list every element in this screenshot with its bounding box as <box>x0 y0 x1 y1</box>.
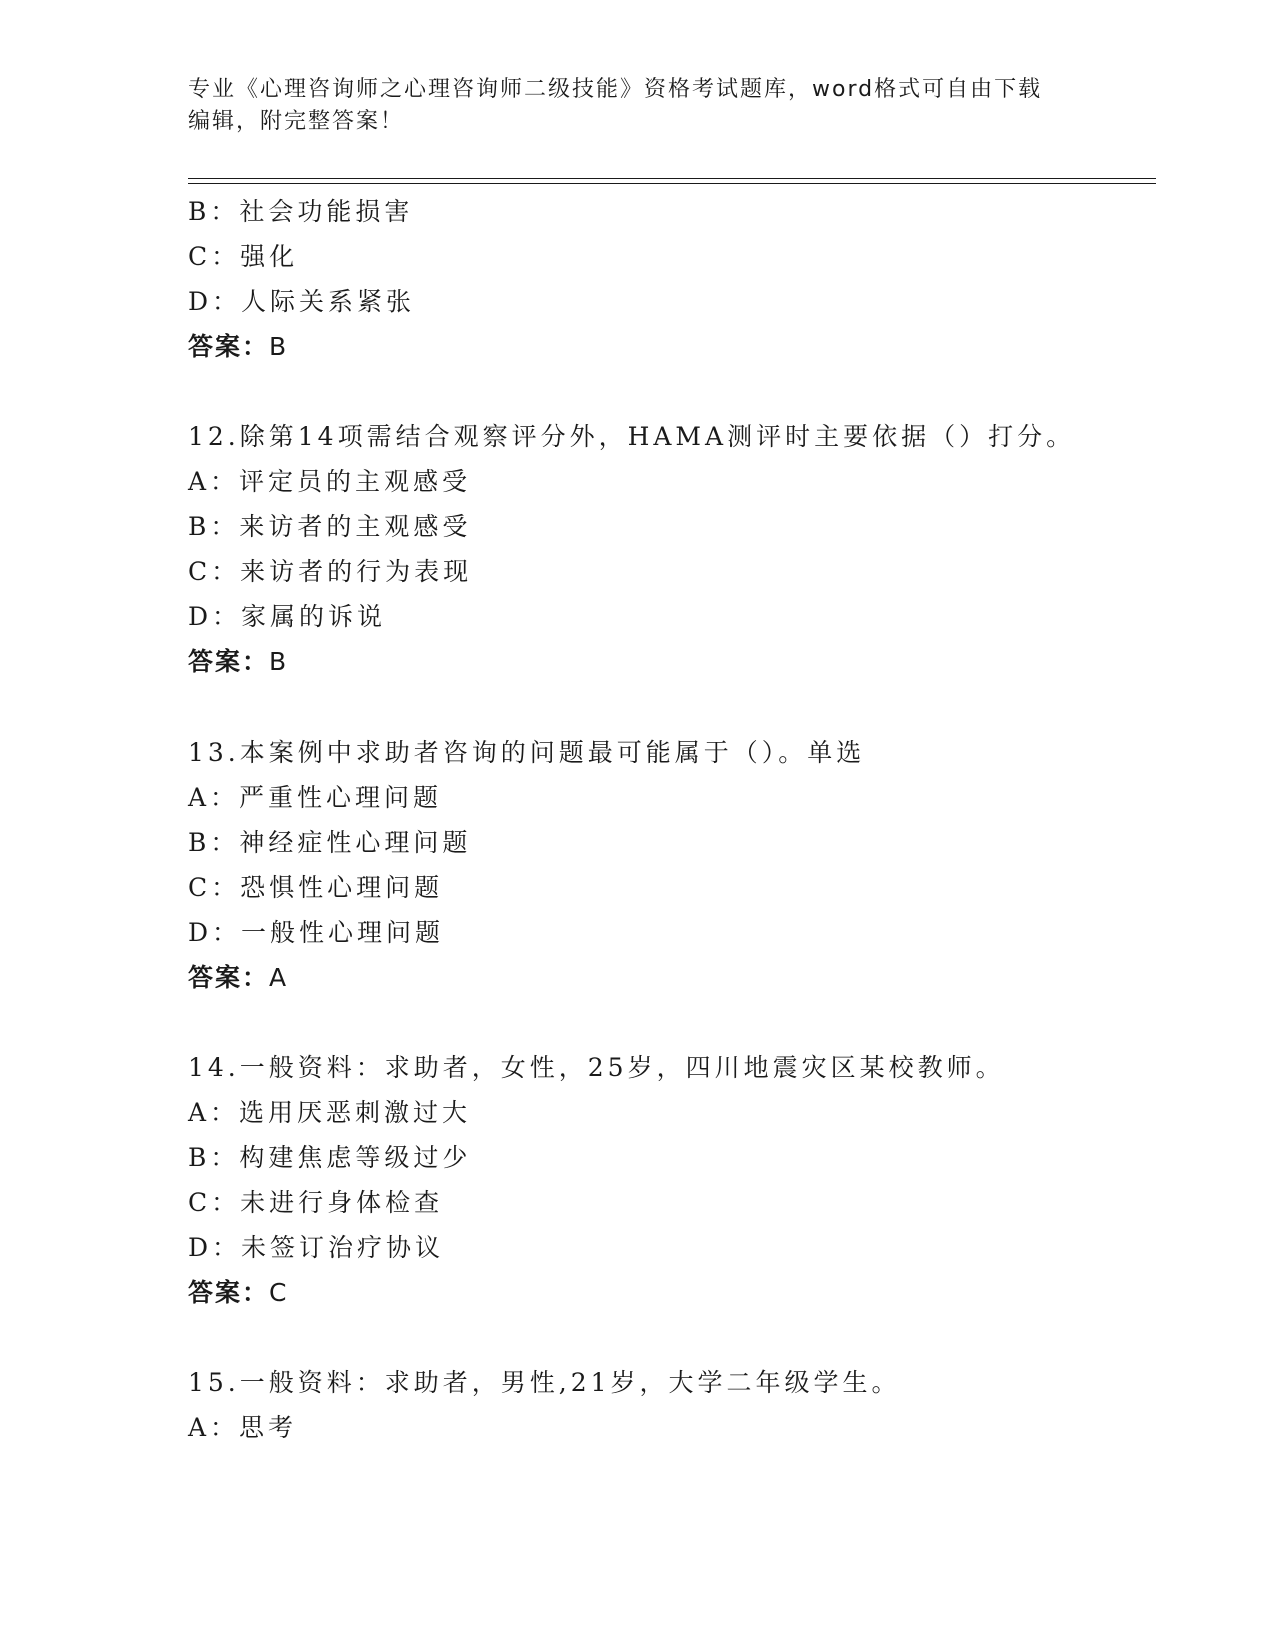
q14-answer-label: 答案： <box>188 1278 270 1307</box>
q14-question: 14.一般资料：求助者，女性，25岁，四川地震灾区某校教师。 <box>188 1053 1005 1082</box>
q13-question: 13.本案例中求助者咨询的问题最可能属于（）。单选 <box>188 738 866 767</box>
q11-option-d: D：人际关系紧张 <box>188 287 416 316</box>
q11-answer <box>188 331 288 363</box>
q12-option-d: D：家属的诉说 <box>188 602 387 631</box>
q12-option-c: C：来访者的行为表现 <box>188 557 473 586</box>
q13-option-c: C：恐惧性心理问题 <box>188 873 444 902</box>
q12-option-b: B：来访者的主观感受 <box>188 512 472 541</box>
q14-option-b: B：构建焦虑等级过少 <box>188 1143 472 1172</box>
q13-answer-label: 答案： <box>188 963 270 992</box>
header-line-1: 专业《心理咨询师之心理咨询师二级技能》资格考试题库，word格式可自由下载 <box>188 77 1043 102</box>
header-divider-top <box>188 178 1156 179</box>
document-header <box>188 74 1068 138</box>
q13-option-d: D：一般性心理问题 <box>188 918 445 947</box>
q11-answer-value: B <box>269 332 289 361</box>
q12-option-a: A：评定员的主观感受 <box>188 467 472 496</box>
q13-option-b: B：神经症性心理问题 <box>188 828 472 857</box>
q14-option-c: C：未进行身体检查 <box>188 1188 444 1217</box>
q11-answer-label: 答案： <box>188 332 270 361</box>
q15-question: 15.一般资料：求助者，男性,21岁，大学二年级学生。 <box>188 1368 901 1397</box>
q12-answer <box>188 646 288 678</box>
q12-answer-label: 答案： <box>188 647 270 676</box>
q14-answer <box>188 1277 288 1309</box>
header-divider-bottom <box>188 183 1156 184</box>
q12-question: 12.除第14项需结合观察评分外，HAMA测评时主要依据（）打分。 <box>188 422 1076 451</box>
q12-answer-value: B <box>269 647 289 676</box>
q11-option-b: B：社会功能损害 <box>188 197 414 226</box>
q14-option-a: A：选用厌恶刺激过大 <box>188 1098 472 1127</box>
q11-option-c: C：强化 <box>188 242 299 271</box>
q13-answer <box>188 962 288 994</box>
q13-option-a: A：严重性心理问题 <box>188 783 443 812</box>
header-line-2: 编辑，附完整答案！ <box>188 109 405 134</box>
q14-answer-value: C <box>269 1278 289 1307</box>
q15-option-a: A：思考 <box>188 1413 298 1442</box>
q13-answer-value: A <box>269 963 289 992</box>
q14-option-d: D：未签订治疗协议 <box>188 1233 445 1262</box>
